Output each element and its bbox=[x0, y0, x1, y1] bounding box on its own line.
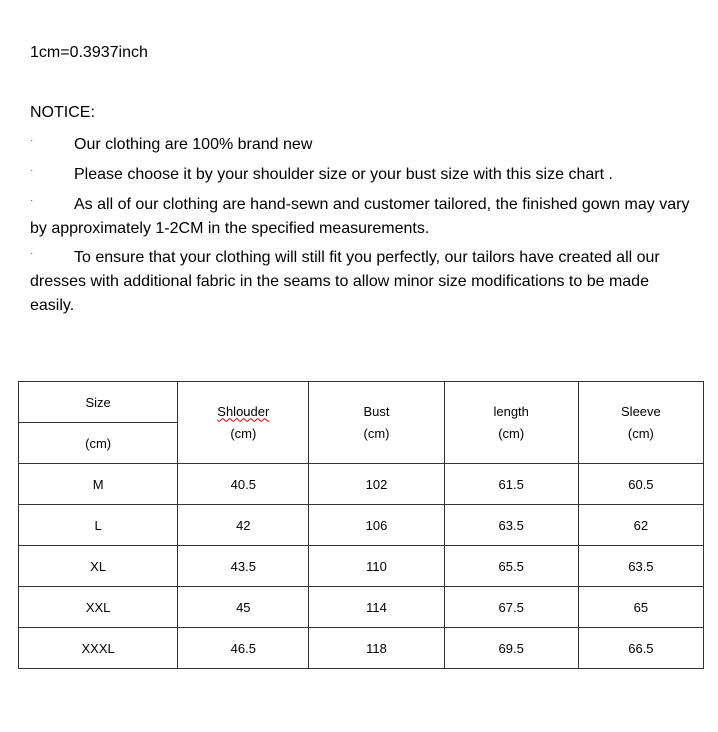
cell-size: L bbox=[19, 505, 178, 546]
notice-item bbox=[30, 133, 696, 157]
cell-length: 67.5 bbox=[444, 587, 578, 628]
table-row bbox=[19, 628, 704, 669]
cell-bust: 118 bbox=[309, 628, 444, 669]
header-size-unit: (cm) bbox=[19, 423, 178, 464]
bullet-dot: · bbox=[30, 165, 34, 176]
notice-item bbox=[30, 246, 696, 318]
size-chart-table bbox=[18, 381, 704, 669]
header-sleeve-unit: (cm) bbox=[627, 425, 654, 441]
cell-sleeve: 60.5 bbox=[578, 464, 703, 505]
notice-item bbox=[30, 163, 696, 187]
cell-sleeve: 62 bbox=[578, 505, 703, 546]
cell-shoulder: 40.5 bbox=[178, 464, 309, 505]
cell-size: XXXL bbox=[19, 628, 178, 669]
cell-sleeve: 63.5 bbox=[578, 546, 703, 587]
cell-shoulder: 45 bbox=[178, 587, 309, 628]
header-sleeve-label: Sleeve bbox=[621, 403, 661, 419]
notice-item-text: As all of our clothing are hand-sewn and customer tailored, the finished gown may vary by approximately 1-2CM in the specified measurements. bbox=[30, 196, 690, 237]
cell-size: M bbox=[19, 464, 178, 505]
bullet-dot: · bbox=[30, 195, 34, 206]
cell-sleeve: 65 bbox=[578, 587, 703, 628]
table-row bbox=[19, 505, 704, 546]
header-length-label: length bbox=[493, 403, 529, 419]
cell-length: 61.5 bbox=[444, 464, 578, 505]
cell-bust: 110 bbox=[309, 546, 444, 587]
cell-shoulder: 46.5 bbox=[178, 628, 309, 669]
header-shoulder-label: Shlouder bbox=[217, 403, 270, 419]
cell-bust: 102 bbox=[309, 464, 444, 505]
cell-size: XL bbox=[19, 546, 178, 587]
table-row bbox=[19, 464, 704, 505]
header-sleeve bbox=[578, 382, 703, 464]
cell-length: 63.5 bbox=[444, 505, 578, 546]
cell-length: 69.5 bbox=[444, 628, 578, 669]
header-size: Size bbox=[19, 382, 178, 423]
header-shoulder-unit: (cm) bbox=[230, 425, 257, 441]
notice-item-text: Please choose it by your shoulder size or your bust size with this size chart . bbox=[74, 166, 613, 183]
bullet-dot: · bbox=[30, 248, 34, 259]
notice-item-text: To ensure that your clothing will still fit you perfectly, our tailors have created all our dresses with additional fabric in the seams to allow minor size modifications to be made easily. bbox=[30, 249, 660, 314]
cell-size: XXL bbox=[19, 587, 178, 628]
table-header-row bbox=[19, 382, 704, 423]
notice-item bbox=[30, 193, 696, 241]
header-shoulder bbox=[178, 382, 309, 464]
table-row bbox=[19, 587, 704, 628]
cell-length: 65.5 bbox=[444, 546, 578, 587]
cell-bust: 114 bbox=[309, 587, 444, 628]
notice-item-text: Our clothing are 100% brand new bbox=[74, 136, 313, 153]
cell-shoulder: 43.5 bbox=[178, 546, 309, 587]
cell-shoulder: 42 bbox=[178, 505, 309, 546]
notice-title: NOTICE: bbox=[30, 104, 95, 121]
header-length-unit: (cm) bbox=[498, 425, 525, 441]
header-bust bbox=[309, 382, 444, 464]
header-bust-unit: (cm) bbox=[363, 425, 390, 441]
header-bust-label: Bust bbox=[363, 403, 390, 419]
header-length bbox=[444, 382, 578, 464]
cell-bust: 106 bbox=[309, 505, 444, 546]
bullet-dot: · bbox=[30, 135, 34, 146]
table-row bbox=[19, 546, 704, 587]
cell-sleeve: 66.5 bbox=[578, 628, 703, 669]
unit-conversion: 1cm=0.3937inch bbox=[30, 44, 148, 61]
